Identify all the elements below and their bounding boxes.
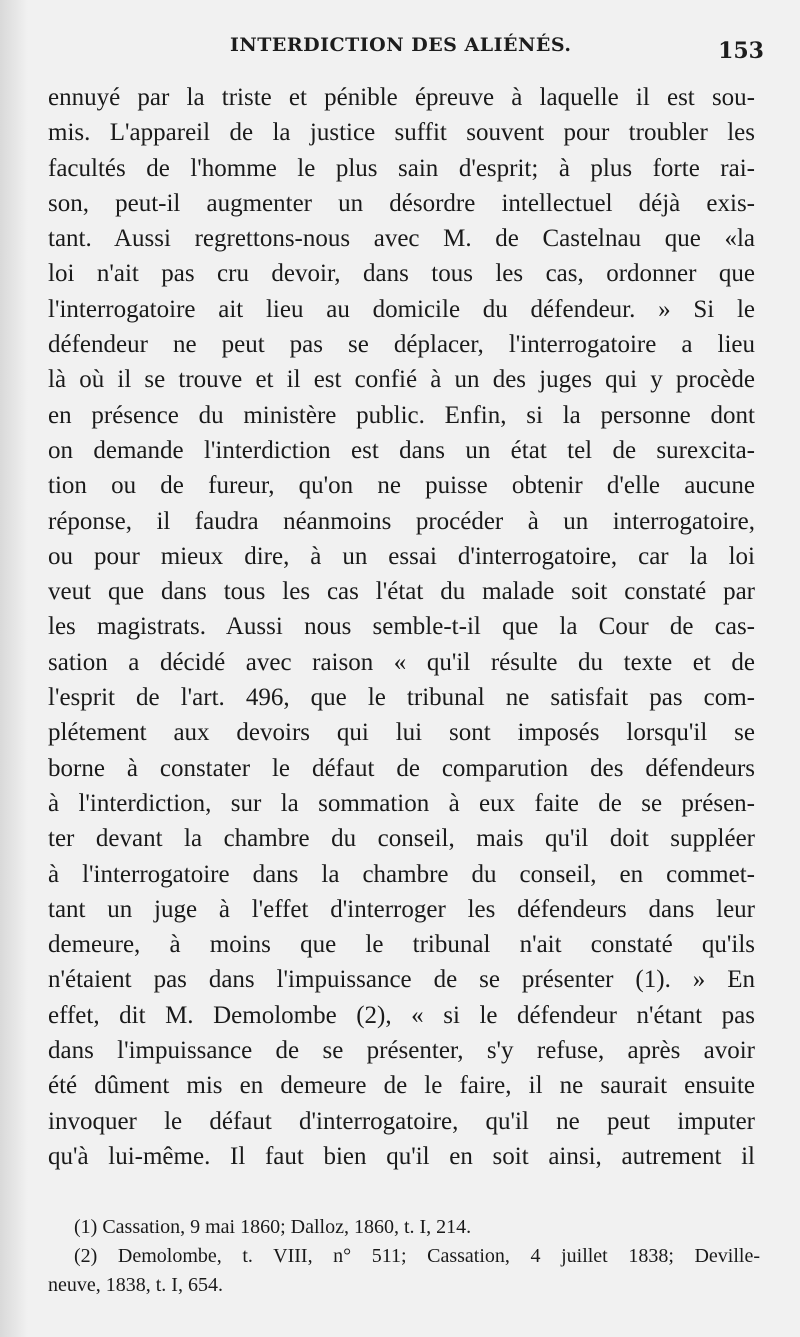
body-text [48, 80, 755, 1174]
text-line: en présence du ministère public. Enfin, si la personne dont [48, 401, 755, 429]
text-line: son, peut-il augmenter un désordre intellectuel déjà exis- [48, 189, 755, 217]
page-gutter-shadow [0, 0, 28, 1337]
text-line: effet, dit M. Demolombe (2), « si le défendeur n'étant pas [48, 1001, 755, 1029]
text-line: n'étaient pas dans l'impuissance de se présenter (1). » En [48, 966, 755, 994]
text-line: été dûment mis en demeure de le faire, il ne saurait ensuite [48, 1072, 755, 1100]
text-line: tant un juge à l'effet d'interroger les défendeurs dans leur [48, 895, 755, 923]
text-line: tant. Aussi regrettons-nous avec M. de Castelnau que «la [48, 225, 755, 253]
text-line: là où il se trouve et il est confié à un des juges qui y procède [48, 366, 755, 394]
text-line: l'esprit de l'art. 496, que le tribunal ne satisfait pas com- [48, 684, 755, 712]
footnote-2-line-2: neuve, 1838, t. I, 654. [48, 1274, 223, 1296]
text-line: défendeur ne peut pas se déplacer, l'interrogatoire a lieu [48, 331, 755, 359]
text-line: à l'interdiction, sur la sommation à eux faite de se présen- [48, 789, 755, 817]
text-line: veut que dans tous les cas l'état du malade soit constaté par [48, 578, 755, 606]
text-line: demeure, à moins que le tribunal n'ait constaté qu'ils [48, 931, 755, 959]
text-line: l'interrogatoire ait lieu au domicile du défendeur. » Si le [48, 295, 755, 323]
text-line: loi n'ait pas cru devoir, dans tous les cas, ordonner que [48, 260, 755, 288]
text-line: invoquer le défaut d'interrogatoire, qu'il ne peut imputer [48, 1107, 755, 1135]
text-line: facultés de l'homme le plus sain d'esprit; à plus forte rai- [48, 154, 755, 182]
page-header [0, 34, 800, 68]
text-line: ennuyé par la triste et pénible épreuve à laquelle il est sou- [48, 84, 755, 111]
footnotes [48, 1213, 760, 1300]
text-line: ou pour mieux dire, à un essai d'interrogatoire, car la loi [48, 542, 755, 570]
text-line: sation a décidé avec raison « qu'il résulte du texte et de [48, 648, 755, 676]
text-line: à l'interrogatoire dans la chambre du conseil, en commet- [48, 860, 755, 888]
text-line: réponse, il faudra néanmoins procéder à un interrogatoire, [48, 507, 755, 535]
running-title: INTERDICTION DES ALIÉNÉS. [230, 34, 572, 56]
text-line: plétement aux devoirs qui lui sont imposés lorsqu'il se [48, 719, 755, 747]
page-number: 153 [718, 38, 764, 64]
footnote-1: (1) Cassation, 9 mai 1860; Dalloz, 1860, t. I, 214. [74, 1216, 472, 1238]
text-line: on demande l'interdiction est dans un état tel de surexcita- [48, 436, 755, 464]
footnote-2-line-1: (2) Demolombe, t. VIII, n° 511; Cassation, 4 juillet 1838; Deville- [74, 1245, 760, 1267]
text-line: dans l'impuissance de se présenter, s'y refuse, après avoir [48, 1037, 755, 1065]
text-line: ter devant la chambre du conseil, mais qu'il doit suppléer [48, 825, 755, 853]
text-line: qu'à lui-même. Il faut bien qu'il en soit ainsi, autrement il [48, 1142, 755, 1170]
text-line: tion ou de fureur, qu'on ne puisse obtenir d'elle aucune [48, 472, 755, 500]
text-line: borne à constater le défaut de comparution des défendeurs [48, 754, 755, 782]
text-line: les magistrats. Aussi nous semble-t-il que la Cour de cas- [48, 613, 755, 641]
text-line: mis. L'appareil de la justice suffit souvent pour troubler les [48, 119, 755, 147]
